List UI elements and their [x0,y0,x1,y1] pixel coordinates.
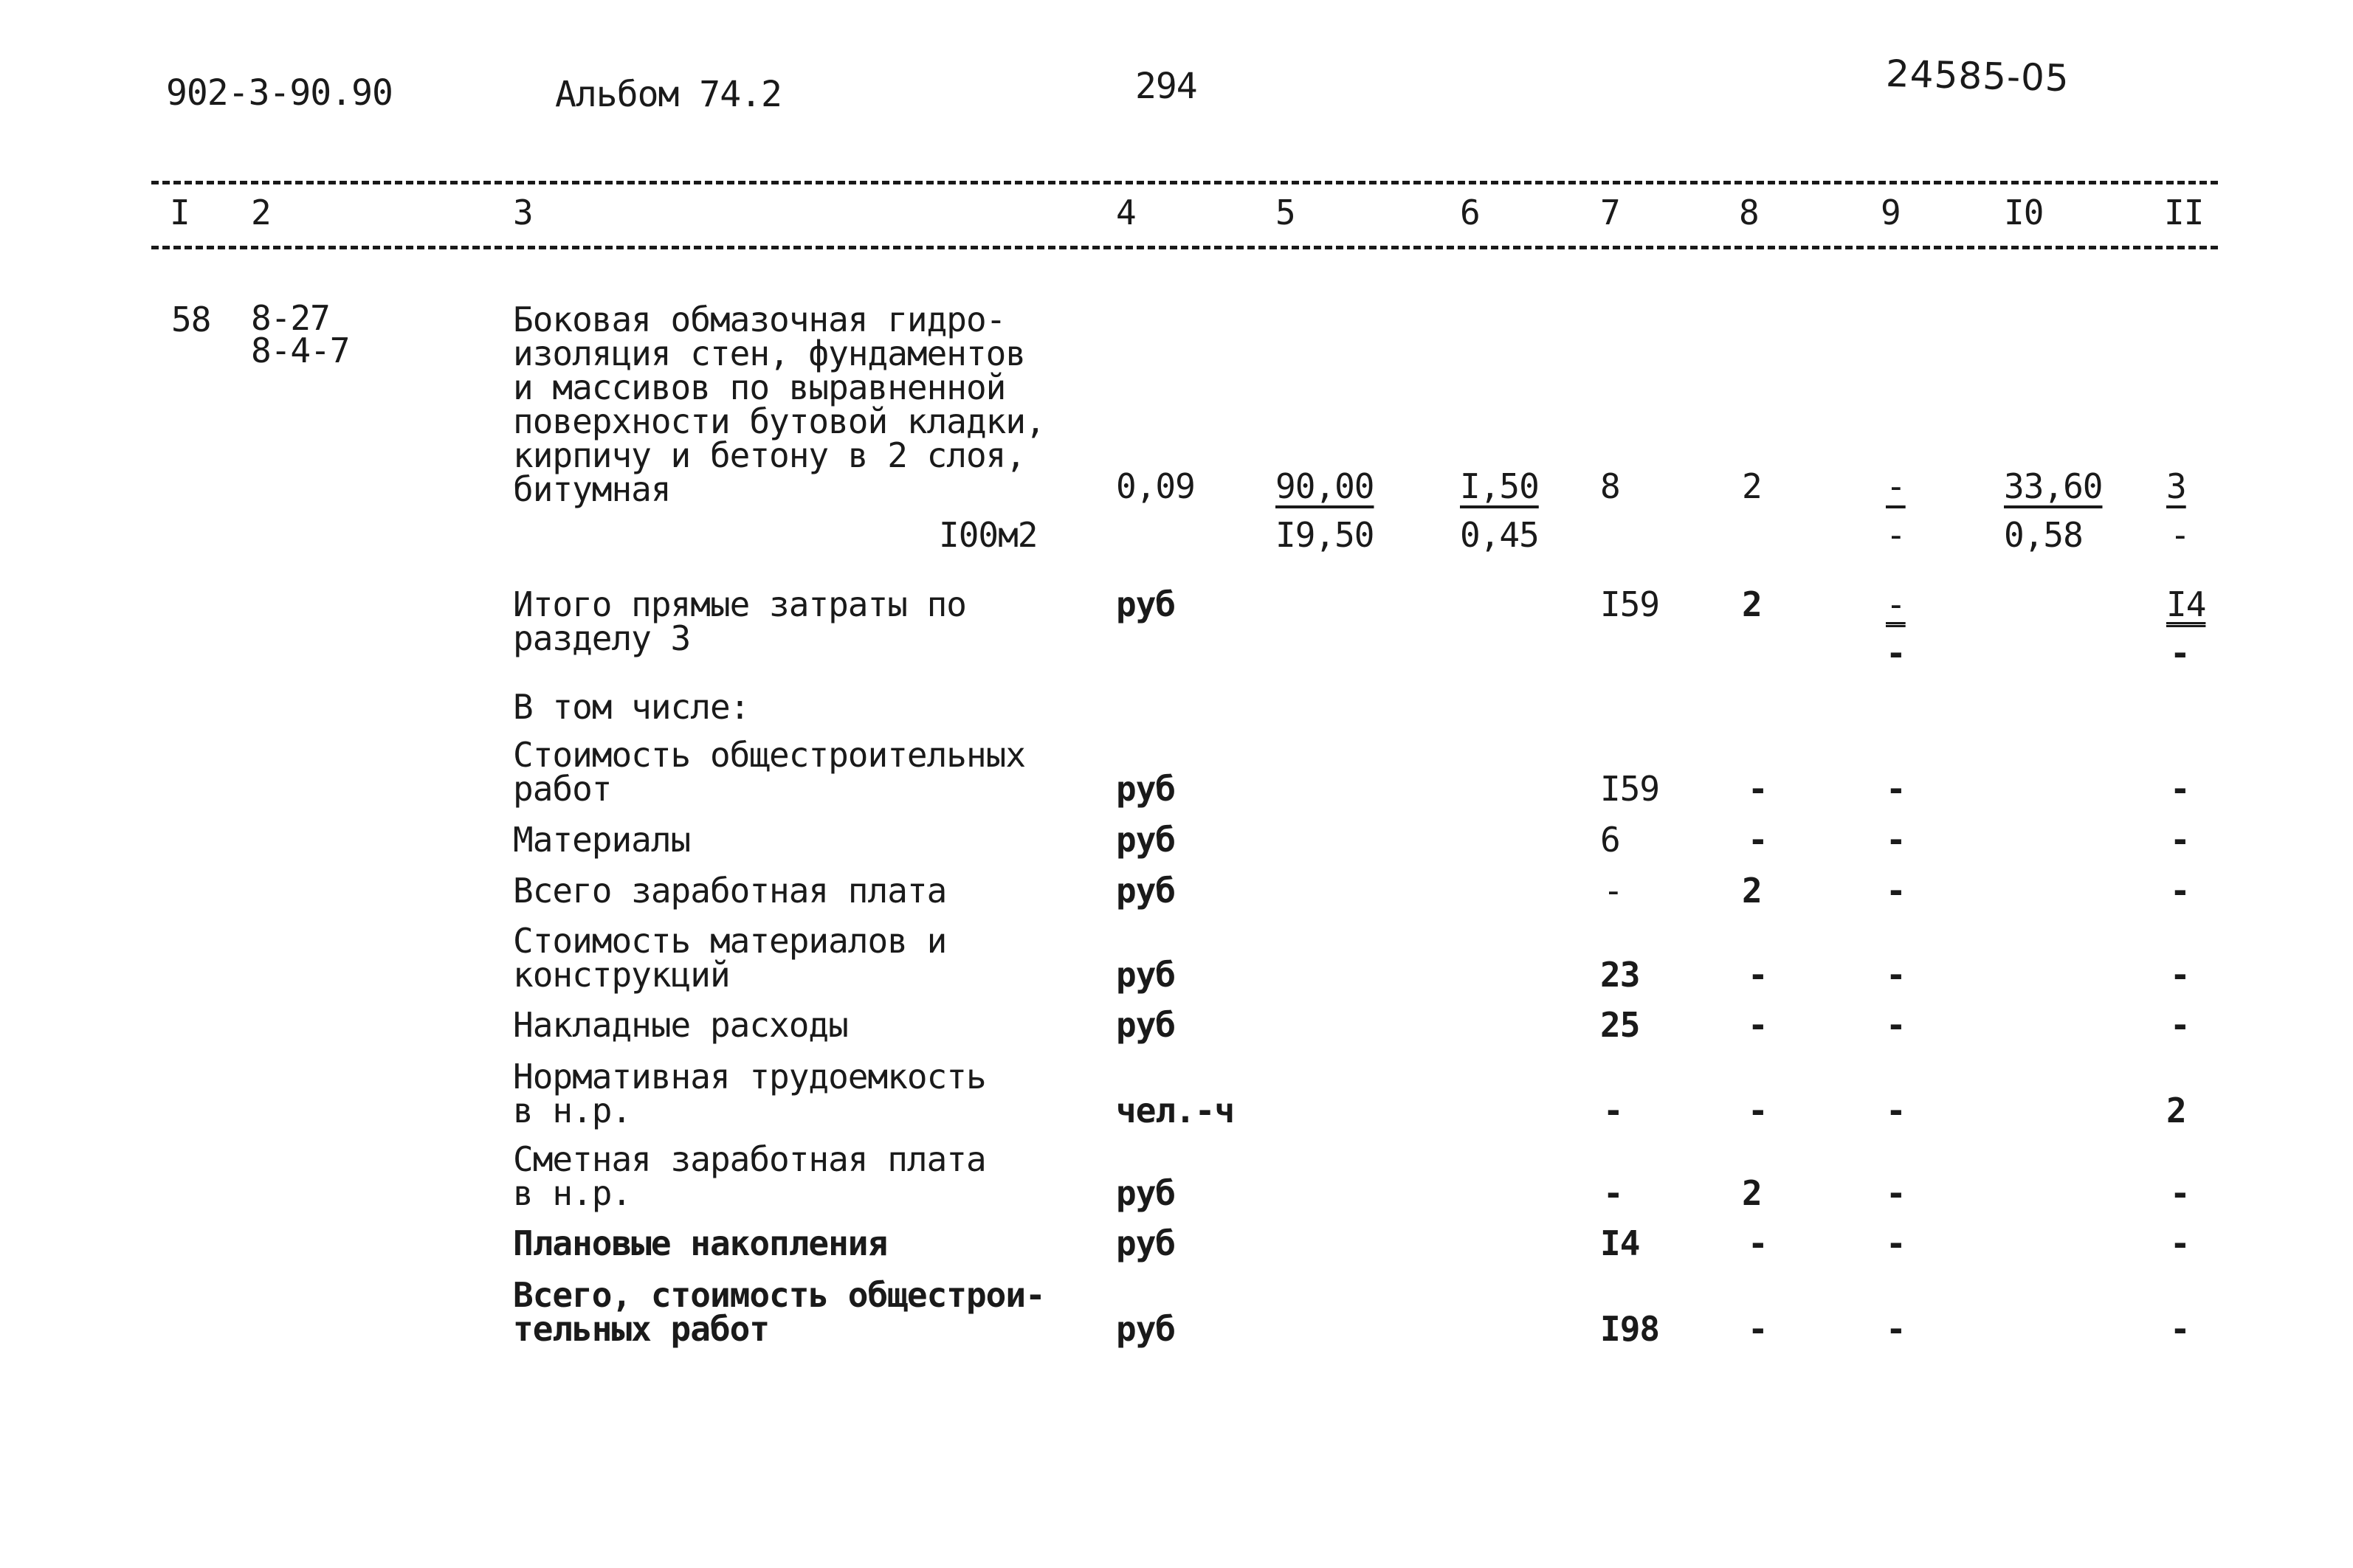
breakdown-col11: - [2170,1173,2190,1213]
col-header-2: 2 [251,193,271,232]
inventory-stamp: 24585-05 [1885,52,2070,100]
breakdown-label: Нормативная трудоемкость в н.р. [513,1057,986,1130]
breakdown-label: Всего, стоимость общестрои- тельных работ [513,1275,1045,1349]
breakdown-unit: руб [1116,1309,1176,1349]
breakdown-col11: - [2170,955,2190,995]
item-quantity: 0,09 [1116,466,1195,506]
total-col11-bottom: - [2170,633,2190,673]
breakdown-unit: руб [1116,769,1176,809]
breakdown-col9: - [1886,769,1906,809]
item-col5-bottom: I9,50 [1275,515,1374,555]
breakdown-col8: - [1748,1309,1768,1349]
col-header-1: I [170,193,190,232]
breakdown-col7: 6 [1600,820,1620,860]
breakdown-unit: руб [1116,1173,1176,1213]
breakdown-unit: чел.-ч [1116,1091,1235,1130]
breakdown-col9: - [1886,955,1906,995]
breakdown-col11: 2 [2166,1091,2186,1130]
item-code-2: 8-4-7 [251,331,350,370]
breakdown-unit: руб [1116,955,1176,995]
item-col11-bottom: - [2170,515,2190,555]
breakdown-col8: - [1748,820,1768,860]
breakdown-col8: 2 [1742,1173,1762,1213]
breakdown-unit: руб [1116,871,1176,911]
breakdown-col9: - [1886,1223,1906,1263]
breakdown-col9: - [1886,1005,1906,1045]
breakdown-col7: 23 [1600,955,1640,995]
breakdown-col9: - [1886,871,1906,911]
col-header-7: 7 [1600,193,1620,232]
item-col10-top: 33,60 [2004,466,2103,506]
total-col8: 2 [1742,584,1762,624]
in-that-label: В том числе: [513,687,750,727]
total-col11-top: I4 [2166,584,2206,624]
header-top-rule [151,181,2218,184]
item-col6-bottom: 0,45 [1460,515,1539,555]
breakdown-col8: - [1748,769,1768,809]
breakdown-col7: I59 [1600,769,1660,809]
breakdown-col8: - [1748,955,1768,995]
breakdown-col7: - [1603,1173,1623,1213]
breakdown-col7: 25 [1600,1005,1640,1045]
breakdown-col11: - [2170,1005,2190,1045]
breakdown-col7: - [1603,871,1623,911]
breakdown-unit: руб [1116,1223,1176,1263]
breakdown-label: Накладные расходы [513,1005,848,1045]
col-header-9: 9 [1881,193,1901,232]
breakdown-col8: - [1748,1223,1768,1263]
breakdown-label: Сметная заработная плата в н.р. [513,1139,986,1213]
album-label: Альбом 74.2 [555,74,782,115]
breakdown-unit: руб [1116,1005,1176,1045]
item-col8: 2 [1742,466,1762,506]
col-header-8: 8 [1739,193,1759,232]
item-col9-top: - [1886,466,1906,506]
breakdown-col11: - [2170,1223,2190,1263]
breakdown-label: Плановые накопления [513,1223,888,1263]
breakdown-col7: - [1603,1091,1623,1130]
col-header-11: II [2164,193,2204,232]
breakdown-col9: - [1886,1173,1906,1213]
item-col6-top: I,50 [1460,466,1539,506]
breakdown-label: Материалы [513,820,691,860]
breakdown-col7: I4 [1600,1223,1640,1263]
item-col10-bottom: 0,58 [2004,515,2083,555]
breakdown-col11: - [2170,1309,2190,1349]
breakdown-unit: руб [1116,820,1176,860]
breakdown-col11: - [2170,871,2190,911]
col-header-10: I0 [2004,193,2044,232]
total-col9-bottom: - [1886,633,1906,673]
col-header-3: 3 [513,193,533,232]
breakdown-label: Стоимость материалов и конструкций [513,921,947,995]
breakdown-label: Стоимость общестроительных работ [513,735,1026,809]
col-header-6: 6 [1460,193,1480,232]
breakdown-col8: - [1748,1005,1768,1045]
breakdown-col11: - [2170,769,2190,809]
col-header-5: 5 [1275,193,1295,232]
breakdown-col11: - [2170,820,2190,860]
item-col9-bottom: - [1886,515,1906,555]
item-col5-top: 90,00 [1275,466,1374,506]
item-unit: I00м2 [939,515,1038,555]
item-col11-top: 3 [2166,466,2186,506]
col-header-4: 4 [1116,193,1136,232]
item-code-1: 8-27 [251,298,330,338]
total-label: Итого прямые затраты по разделу 3 [513,584,966,658]
breakdown-col9: - [1886,1091,1906,1130]
breakdown-col7: I98 [1600,1309,1660,1349]
breakdown-col8: 2 [1742,871,1762,911]
breakdown-col9: - [1886,820,1906,860]
breakdown-col9: - [1886,1309,1906,1349]
item-number: 58 [171,300,211,339]
document-code: 902-3-90.90 [166,72,393,114]
breakdown-label: Всего заработная плата [513,871,947,911]
total-col9-top: - [1886,584,1906,624]
breakdown-col8: - [1748,1091,1768,1130]
total-col7: I59 [1600,584,1660,624]
page-number: 294 [1135,66,1197,107]
item-col7: 8 [1600,466,1620,506]
total-unit: руб [1116,584,1176,624]
header-bottom-rule [151,246,2218,249]
item-description: Боковая обмазочная гидро- изоляция стен, фундаментов и массивов по выравненной поверхности бутовой кладки, кирпичу и бетону в 2 слоя, битумная [513,300,1045,509]
